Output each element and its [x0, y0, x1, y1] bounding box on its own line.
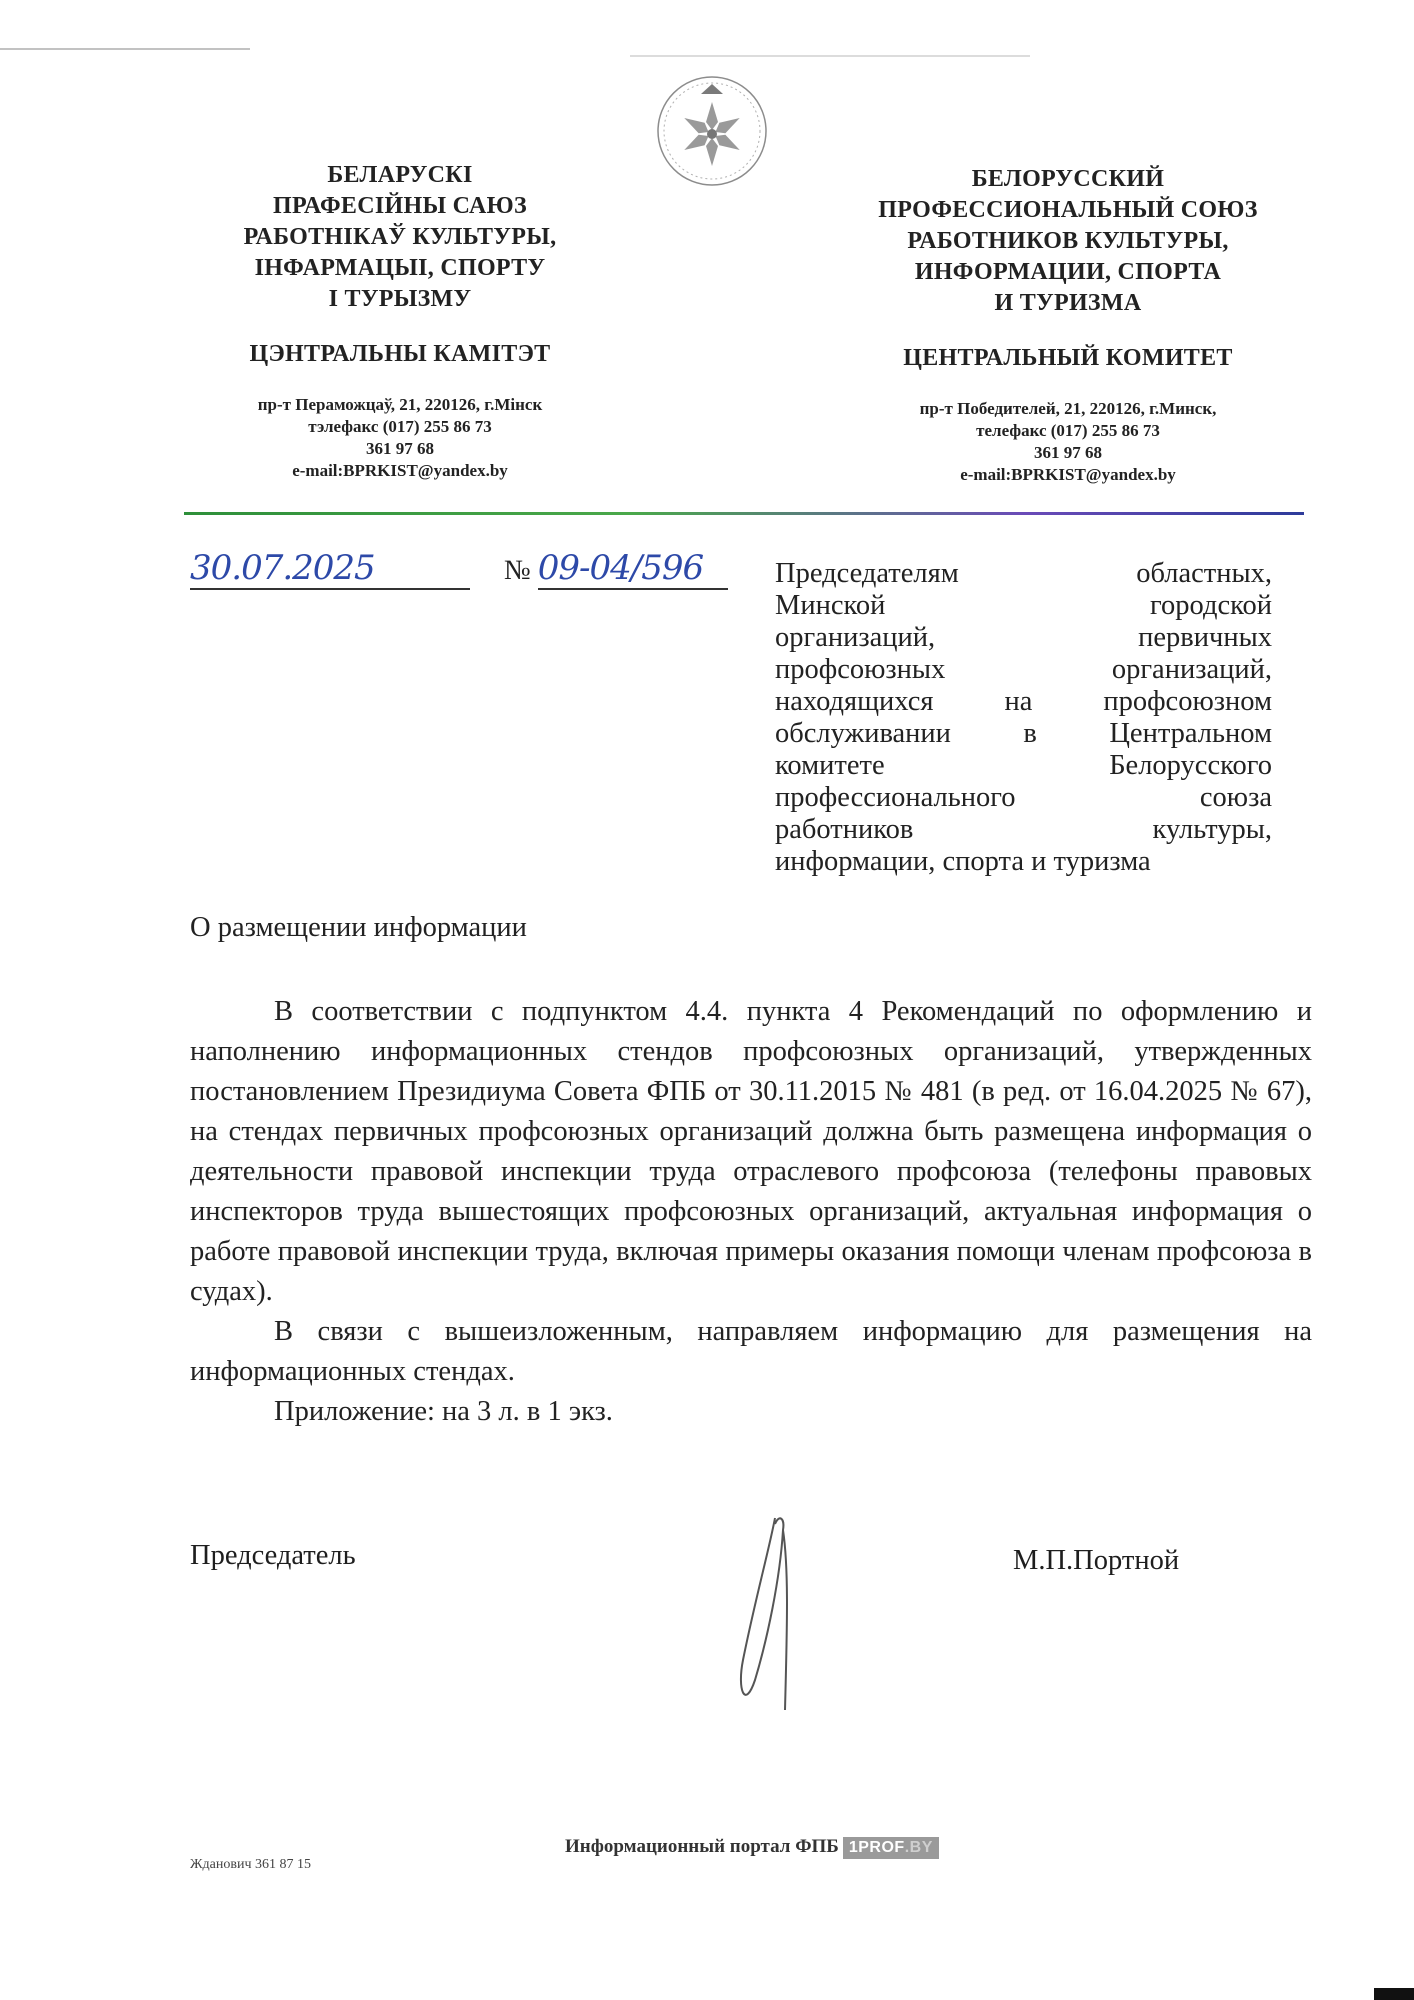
handwritten-number: 09-04/596 [537, 548, 704, 588]
scan-artifact [630, 55, 1030, 57]
body-paragraph: В связи с вышеизложенным, направляем информацию для размещения на информационных стендах. [190, 1316, 1312, 1387]
header-left [200, 160, 600, 482]
header-divider [184, 512, 1304, 515]
executor-info: Жданович 361 87 15 [190, 1857, 312, 1872]
number-prefix: № [504, 555, 531, 586]
addressee-block: Председателям областных, Минской городской организаций, первичных профсоюзных организаций, находящихся на профсоюзном обслуживании в Центральном комитете Белорусского профессионального союза работников культуры, информации, спорта и туризма [775, 558, 1272, 877]
number-field [538, 548, 728, 590]
signer-position: Председатель [190, 1540, 356, 1571]
portal-text: Информационный портал ФПБ [565, 1836, 839, 1857]
date-field [190, 548, 470, 590]
committee-name-ru: ЦЕНТРАЛЬНЫЙ КОМИТЕТ [903, 345, 1233, 371]
attachment-note: Приложение: на 3 л. в 1 экз. [274, 1396, 613, 1427]
union-snowflake-emblem-icon [653, 72, 771, 190]
handwritten-date: 30.07.2025 [190, 548, 375, 588]
org-name-ru: БЕЛОРУССКИЙ ПРОФЕССИОНАЛЬНЫЙ СОЮЗ РАБОТНИКОВ КУЛЬТУРЫ, ИНФОРМАЦИИ, СПОРТА И ТУРИЗМА [878, 166, 1258, 316]
header-right [848, 164, 1288, 486]
registration-line [190, 548, 728, 590]
letter-body [190, 992, 1312, 1432]
committee-name-by: ЦЭНТРАЛЬНЫ КАМІТЭТ [249, 341, 551, 367]
scan-artifact [1374, 1988, 1414, 2000]
contacts-ru: пр-т Победителей, 21, 220126, г.Минск, телефакс (017) 255 86 73 361 97 68 e-mail:BPRKIST@yandex.by [848, 398, 1288, 486]
body-paragraph: В соответствии с подпунктом 4.4. пункта 4 Рекомендаций по оформлению и наполнению информационных стендов профсоюзных организаций, утвержденных постановлением Президиума Совета ФПБ от 30.11.2015 № 481 (в ред. от 16.04.2025 № 67), на стендах первичных профсоюзных организаций должна быть размещена информация о деятельности правовой инспекции труда отраслевого профсоюза (телефоны правовых инспекторов труда вышестоящих профсоюзных организаций, актуальная информация о работе правовой инспекции труда, включая примеры оказания помощи членам профсоюза в судах). [190, 996, 1312, 1307]
portal-footer [565, 1836, 939, 1859]
org-name-by: БЕЛАРУСКІ ПРАФЕСІЙНЫ САЮЗ РАБОТНІКАЎ КУЛЬТУРЫ, ІНФАРМАЦЫІ, СПОРТУ І ТУРЫЗМУ [243, 162, 557, 312]
signer-name: М.П.Портной [1013, 1545, 1180, 1576]
letter-subject: О размещении информации [190, 912, 527, 943]
scan-artifact [0, 48, 250, 50]
contacts-by: пр-т Пераможцаў, 21, 220126, г.Мінск тэлефакс (017) 255 86 73 361 97 68 e-mail:BPRKIST@yandex.by [200, 394, 600, 482]
email-link[interactable]: e-mail:BPRKIST@yandex.by [960, 465, 1176, 484]
handwritten-signature-icon [725, 1510, 815, 1720]
portal-badge[interactable]: 1PROF.BY [843, 1837, 939, 1859]
email-link[interactable]: e-mail:BPRKIST@yandex.by [292, 461, 508, 480]
